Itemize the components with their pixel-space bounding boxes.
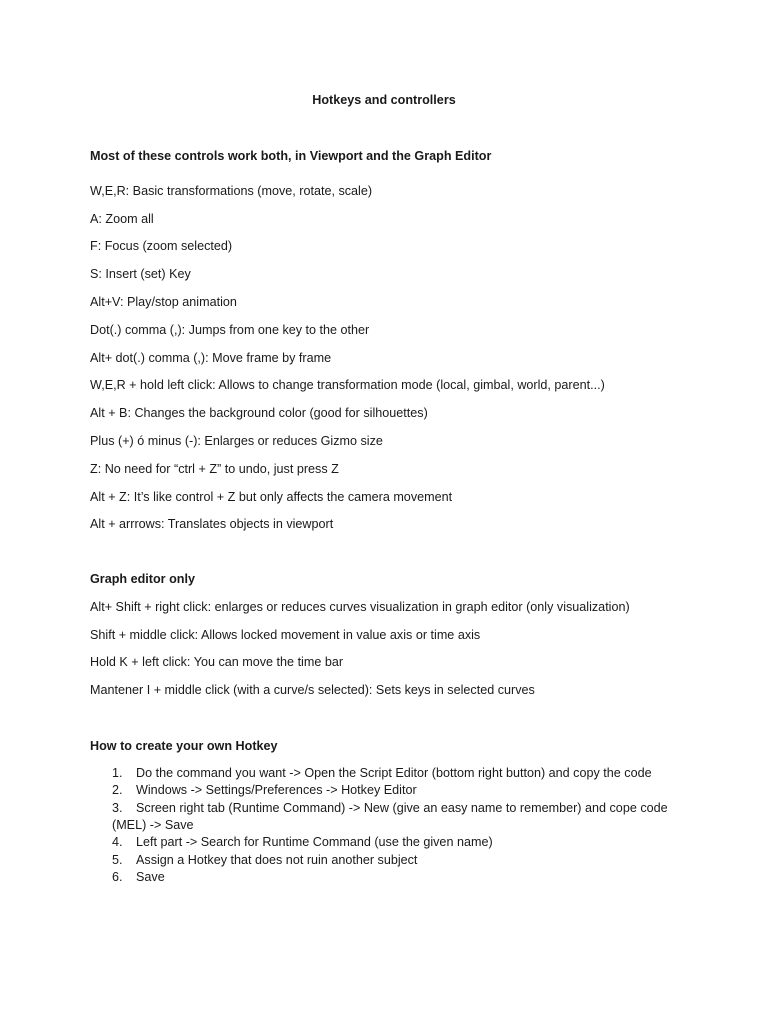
hotkey-item: A: Zoom all [90, 212, 154, 226]
hotkey-item: Alt + Z: It’s like control + Z but only affects the camera movement [90, 490, 453, 504]
hotkey-item: S: Insert (set) Key [90, 267, 191, 281]
hotkey-item: Alt+ dot(.) comma (,): Move frame by frame [90, 351, 332, 365]
step-text: Left part -> Search for Runtime Command (use the given name) [136, 835, 493, 849]
step-text: Screen right tab (Runtime Command) -> New (give an easy name to remember) and cope code [136, 801, 668, 815]
step-number: 2. [112, 783, 123, 797]
hotkey-item: W,E,R: Basic transformations (move, rotate, scale) [90, 184, 373, 198]
step-number: 6. [112, 870, 123, 884]
step-text: Save [136, 870, 165, 884]
hotkey-item: Alt + arrrows: Translates objects in viewport [90, 517, 334, 531]
hotkey-item: Alt+V: Play/stop animation [90, 295, 237, 309]
hotkey-item: Plus (+) ó minus (-): Enlarges or reduces Gizmo size [90, 434, 383, 448]
hotkey-item: Z: No need for “ctrl + Z” to undo, just press Z [90, 462, 339, 476]
step-number: 1. [112, 766, 123, 780]
document-title: Hotkeys and controllers [312, 93, 456, 107]
hotkey-item: Hold K + left click: You can move the time bar [90, 655, 344, 669]
hotkey-item: Dot(.) comma (,): Jumps from one key to the other [90, 323, 370, 337]
step-text: Windows -> Settings/Preferences -> Hotkey Editor [136, 783, 417, 797]
step-text: Assign a Hotkey that does not ruin another subject [136, 853, 418, 867]
hotkey-item: Alt + B: Changes the background color (good for silhouettes) [90, 406, 428, 420]
step-text-continuation: (MEL) -> Save [112, 818, 194, 832]
hotkey-item: Mantener I + middle click (with a curve/s selected): Sets keys in selected curves [90, 683, 535, 697]
step-number: 3. [112, 801, 123, 815]
section-heading-create-hotkey: How to create your own Hotkey [90, 739, 278, 753]
section-heading-graph-editor: Graph editor only [90, 572, 195, 586]
hotkey-item: Alt+ Shift + right click: enlarges or reduces curves visualization in graph editor (only visualization) [90, 600, 630, 614]
step-number: 5. [112, 853, 123, 867]
step-text: Do the command you want -> Open the Script Editor (bottom right button) and copy the code [136, 766, 652, 780]
section-heading-viewport: Most of these controls work both, in Viewport and the Graph Editor [90, 149, 492, 163]
hotkey-item: W,E,R + hold left click: Allows to change transformation mode (local, gimbal, world, parent...) [90, 378, 605, 392]
hotkey-item: F: Focus (zoom selected) [90, 239, 233, 253]
hotkey-item: Shift + middle click: Allows locked movement in value axis or time axis [90, 628, 481, 642]
step-number: 4. [112, 835, 123, 849]
